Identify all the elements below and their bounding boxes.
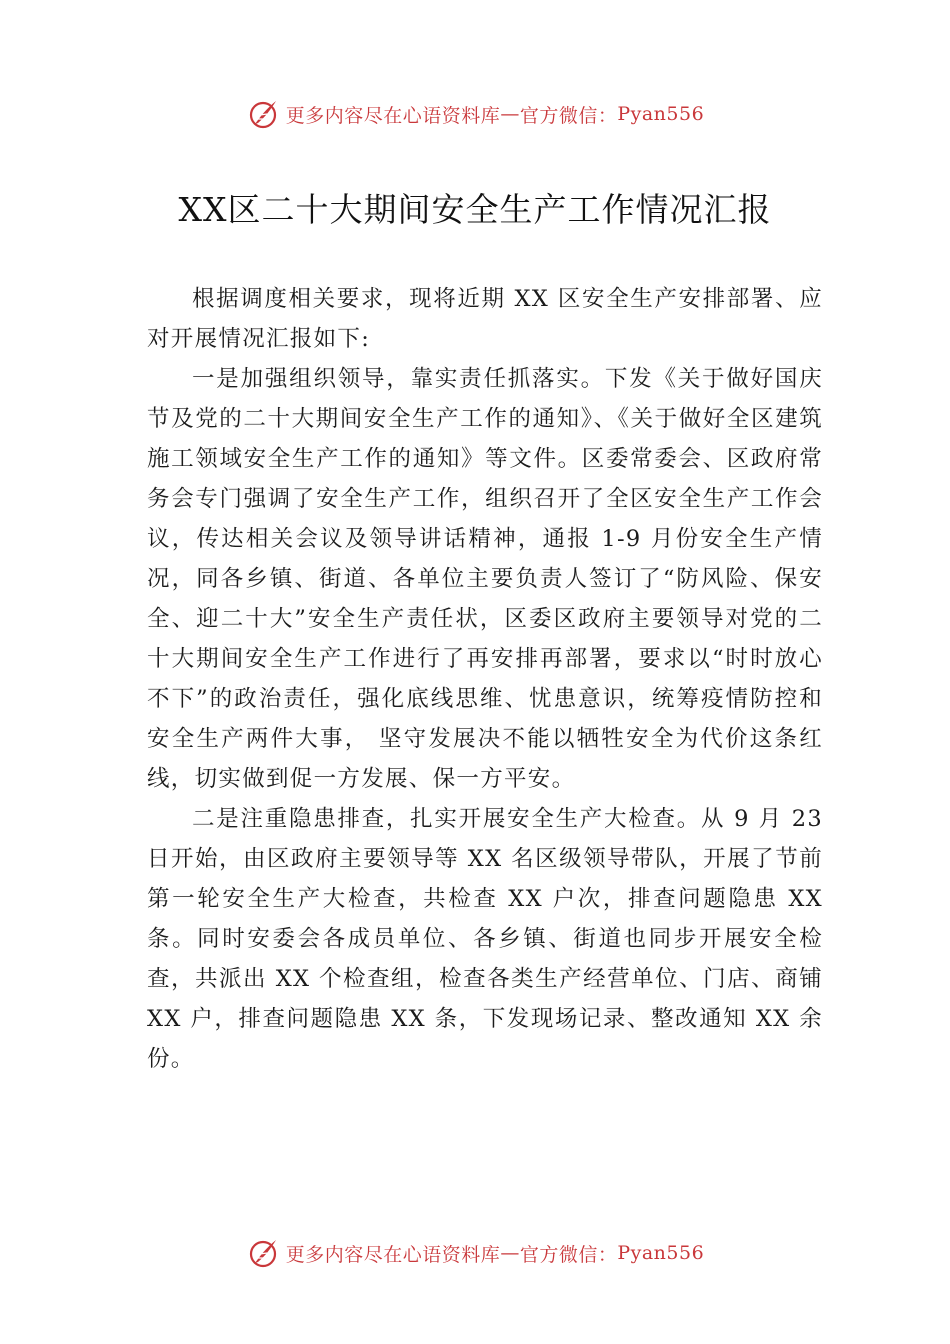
watermark-wechat-label: 官方微信：	[519, 104, 618, 127]
header-watermark	[0, 94, 950, 134]
watermark-separator: —	[500, 1242, 520, 1264]
document-body	[147, 279, 823, 1079]
watermark-brand: 更多内容尽在心语资料库	[285, 1243, 501, 1266]
watermark-wechat-id: Pyan556	[617, 103, 705, 125]
watermark-wechat-id: Pyan556	[617, 1242, 705, 1264]
paragraph-inspection: 二是注重隐患排查，扎实开展安全生产大检查。从 9 月 23 日开始，由区政府主要领导等 XX 名区级领导带队，开展了节前第一轮安全生产大检查，共检查 XX 户次，排查问题隐患 XX 条。同时安委会各成员单位、各乡镇、街道也同步开展安全检查，共派出 XX 个检查组，检查各类生产经营单位、门店、商铺 XX 户，排查问题隐患 XX 条，下发现场记录、整改通知 XX 余份。	[147, 806, 823, 1072]
quill-pen-logo-icon	[246, 1236, 280, 1270]
paragraph-leadership: 一是加强组织领导，靠实责任抓落实。下发《关于做好国庆节及党的二十大期间安全生产工作的通知》、《关于做好全区建筑施工领域安全生产工作的通知》等文件。区委常委会、区政府常务会专门强调了安全生产工作，组织召开了全区安全生产工作会议，传达相关会议及领导讲话精神，通报 1-9 月份安全生产情况，同各乡镇、街道、各单位主要负责人签订了“防风险、保安全、迎二十大”安全生产责任状，区委区政府主要领导对党的二十大期间安全生产工作进行了再安排再部署，要求以“时时放心不下”的政治责任，强化底线思维、忧患意识，统筹疫情防控和安全生产两件大事， 坚守发展决不能以牺牲安全为代价这条红线，切实做到促一方发展、保一方平安。	[147, 366, 823, 792]
quill-pen-logo-icon	[246, 97, 280, 131]
footer-watermark	[0, 1233, 950, 1273]
watermark-brand: 更多内容尽在心语资料库	[285, 104, 501, 127]
document-title: XX区二十大期间安全生产工作情况汇报	[178, 190, 772, 229]
watermark-separator: —	[500, 103, 520, 125]
watermark-wechat-label: 官方微信：	[519, 1243, 618, 1266]
paragraph-intro: 根据调度相关要求，现将近期 XX 区安全生产安排部署、应对开展情况汇报如下:	[147, 286, 823, 352]
